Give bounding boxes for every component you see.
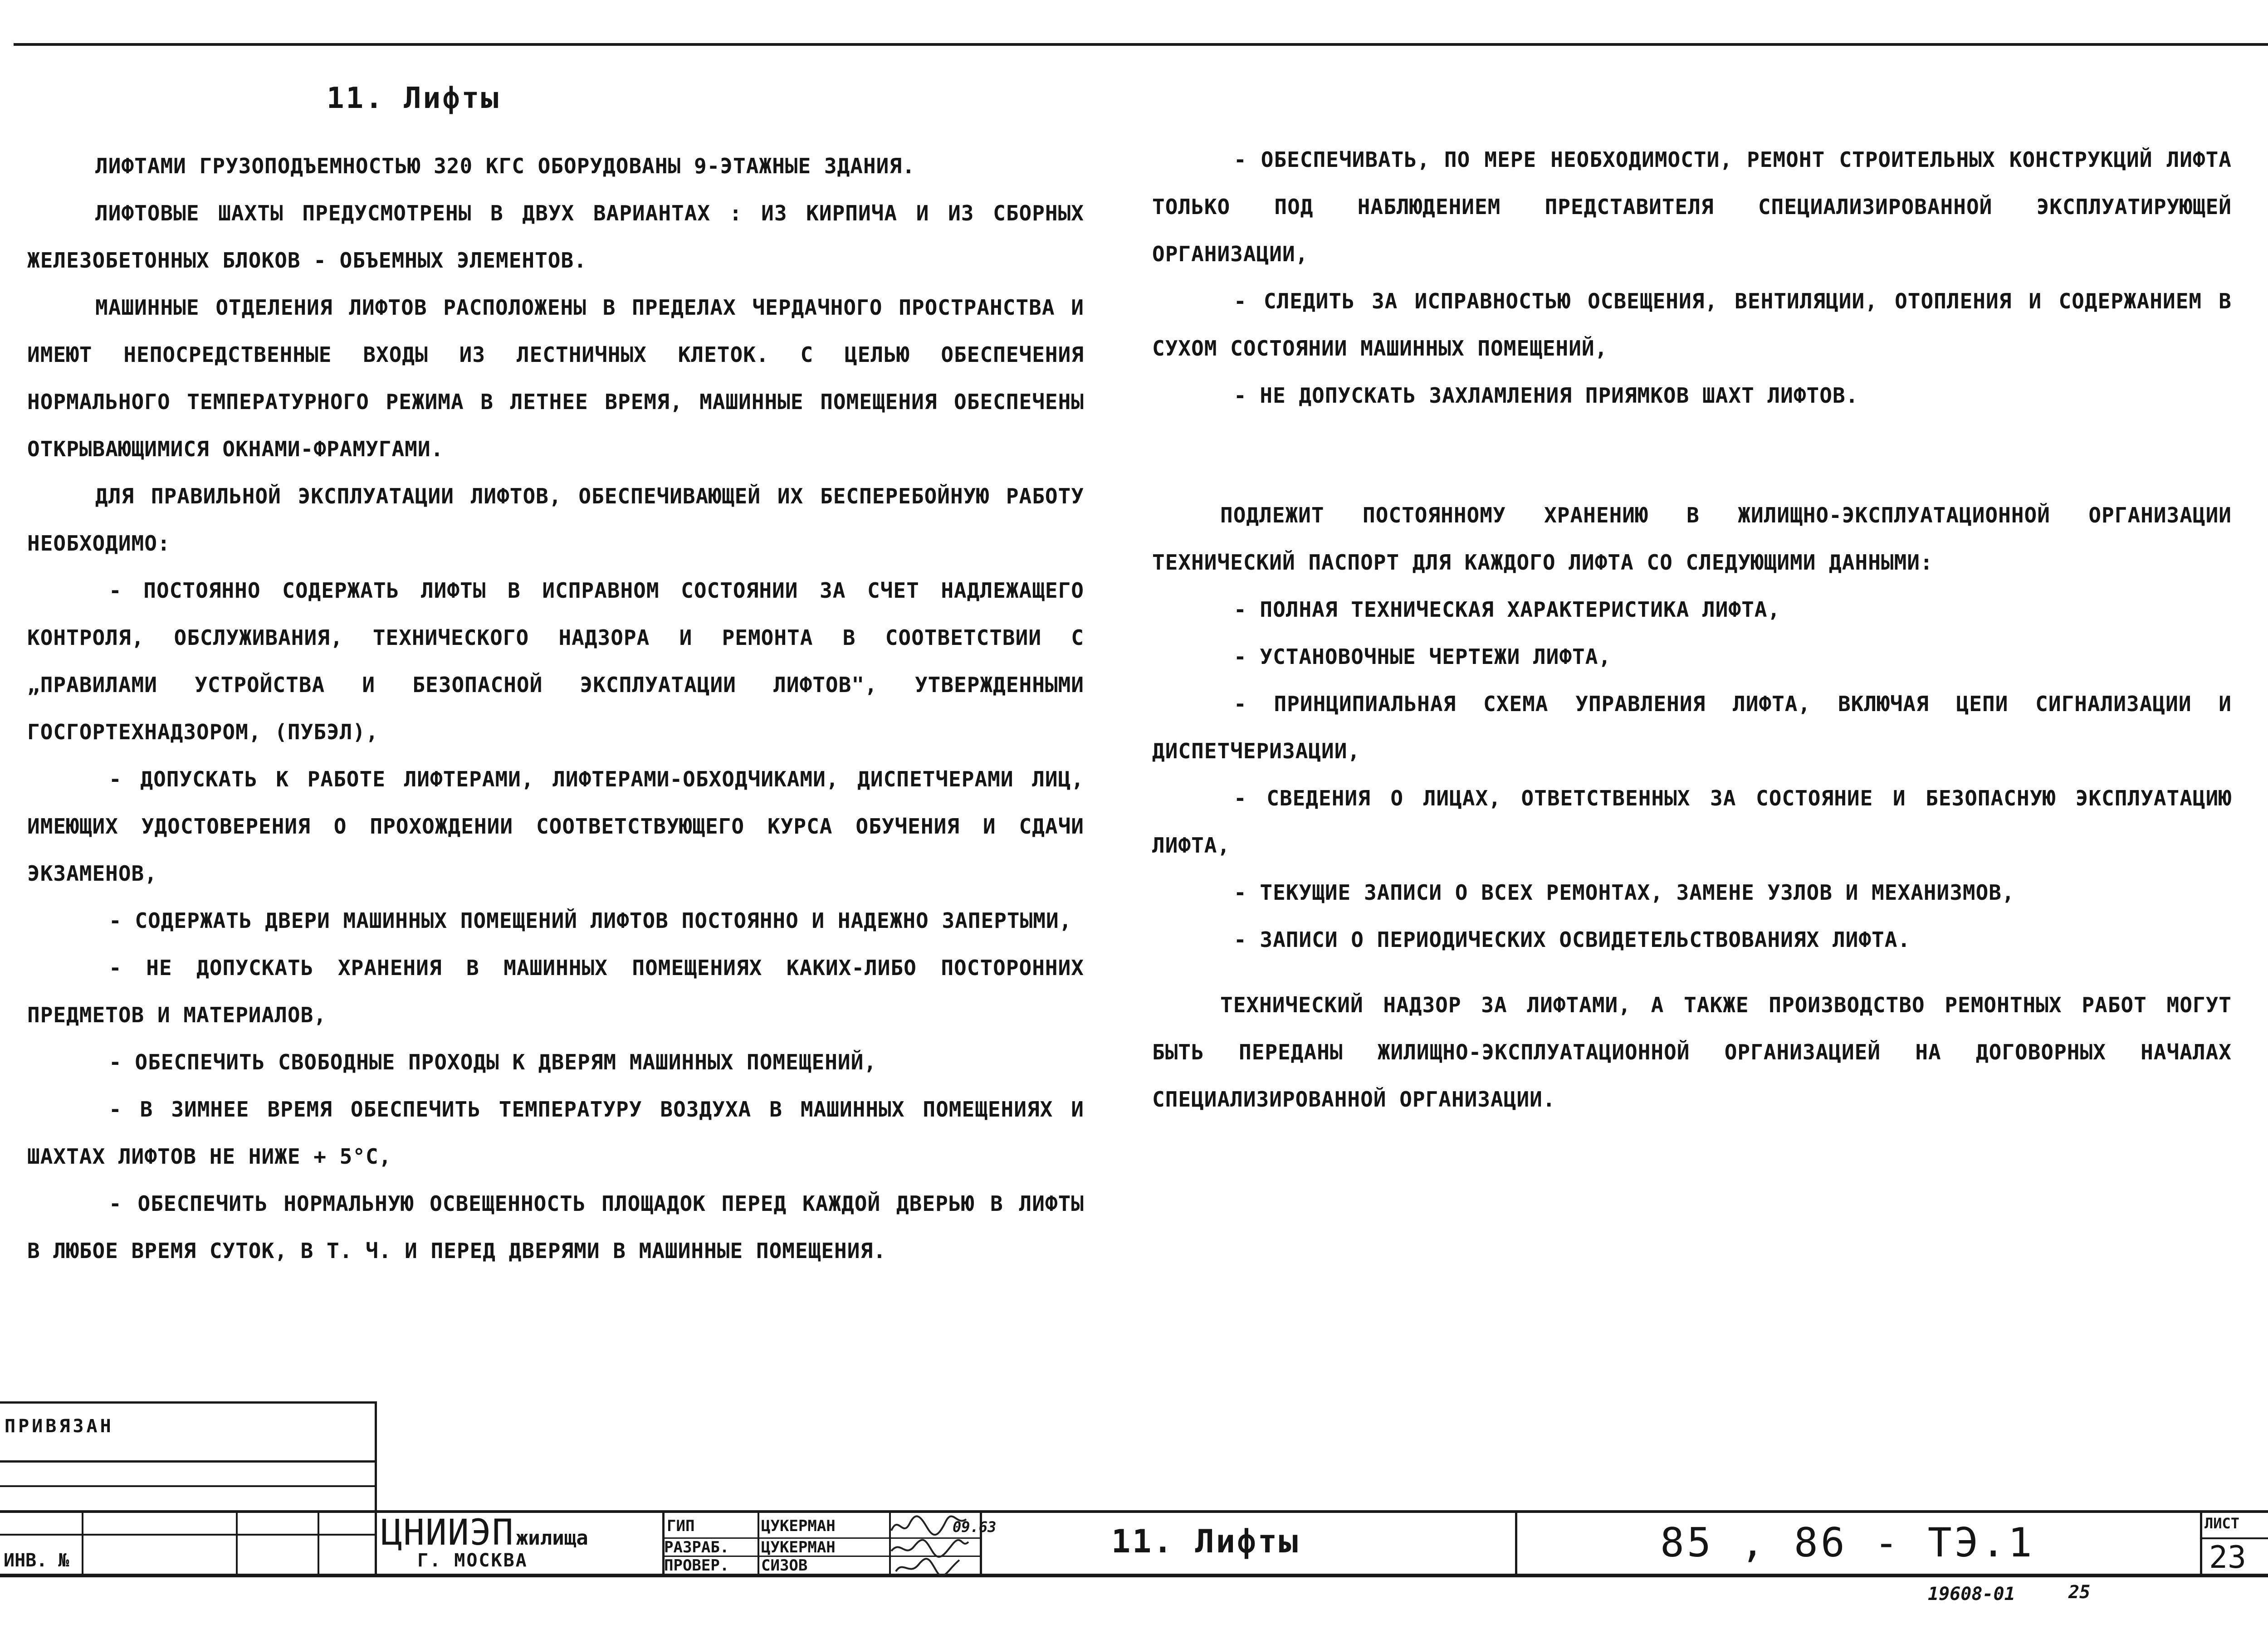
- right-column: [1152, 136, 2232, 1123]
- list-item: - ПРИНЦИПИАЛЬНАЯ СХЕМА УПРАВЛЕНИЯ ЛИФТА, ВКЛЮЧАЯ ЦЕПИ СИГНАЛИЗАЦИИ И ДИСПЕТЧЕРИЗАЦИИ,: [1152, 692, 2232, 763]
- name-gip: ЦУКЕРМАН: [761, 1517, 836, 1535]
- list-item: - СЛЕДИТЬ ЗА ИСПРАВНОСТЬЮ ОСВЕЩЕНИЯ, ВЕНТИЛЯЦИИ, ОТОПЛЕНИЯ И СОДЕРЖАНИЕМ В СУХОМ СОСТОЯНИИ МАШИННЫХ ПОМЕЩЕНИЙ,: [1152, 289, 2232, 361]
- list-item: - СВЕДЕНИЯ О ЛИЦАХ, ОТВЕТСТВЕННЫХ ЗА СОСТОЯНИЕ И БЕЗОПАСНУЮ ЭКСПЛУАТАЦИЮ ЛИФТА,: [1152, 786, 2232, 858]
- role-gip: ГИП: [667, 1517, 695, 1535]
- list-item: - НЕ ДОПУСКАТЬ ХРАНЕНИЯ В МАШИННЫХ ПОМЕЩЕНИЯХ КАКИХ-ЛИБО ПОСТОРОННИХ ПРЕДМЕТОВ И МАТЕРИАЛОВ,: [27, 956, 1084, 1027]
- list-item: - ТЕКУЩИЕ ЗАПИСИ О ВСЕХ РЕМОНТАХ, ЗАМЕНЕ УЗЛОВ И МЕХАНИЗМОВ,: [1234, 880, 2015, 905]
- spacer: [1152, 419, 2232, 473]
- list-item: - СОДЕРЖАТЬ ДВЕРИ МАШИННЫХ ПОМЕЩЕНИЙ ЛИФТОВ ПОСТОЯННО И НАДЕЖНО ЗАПЕРТЫМИ,: [109, 908, 1072, 933]
- list-item: - ОБЕСПЕЧИВАТЬ, ПО МЕРЕ НЕОБХОДИМОСТИ, РЕМОНТ СТРОИТЕЛЬНЫХ КОНСТРУКЦИЙ ЛИФТА ТОЛЬКО ПОД НАБЛЮДЕНИЕМ ПРЕДСТАВИТЕЛЯ СПЕЦИАЛИЗИРОВАННОЙ ЭКСПЛУАТИРУЮЩЕЙ ОРГАНИЗАЦИИ,: [1152, 147, 2232, 266]
- sheet-label: ЛИСТ: [2204, 1515, 2240, 1532]
- role-razrab: РАЗРАБ.: [664, 1538, 729, 1556]
- paragraph: МАШИННЫЕ ОТДЕЛЕНИЯ ЛИФТОВ РАСПОЛОЖЕНЫ В ПРЕДЕЛАХ ЧЕРДАЧНОГО ПРОСТРАНСТВА И ИМЕЮТ НЕПОСРЕДСТВЕННЫЕ ВХОДЫ ИЗ ЛЕСТНИЧНЫХ КЛЕТОК. С ЦЕЛЬЮ ОБЕСПЕЧЕНИЯ НОРМАЛЬНОГО ТЕМПЕРАТУРНОГО РЕЖИМА В ЛЕТНЕЕ ВРЕМЯ, МАШИННЫЕ ПОМЕЩЕНИЯ ОБЕСПЕЧЕНЫ ОТКРЫВАЮЩИМИСЯ ОКНАМИ-ФРАМУГАМИ.: [27, 295, 1084, 461]
- archive-number: 19608-01: [1928, 1584, 2015, 1605]
- list-item: - ОБЕСПЕЧИТЬ СВОБОДНЫЕ ПРОХОДЫ К ДВЕРЯМ МАШИННЫХ ПОМЕЩЕНИЙ,: [109, 1050, 877, 1074]
- org-name: [381, 1512, 588, 1553]
- sheet-title: 11. Лифты: [1111, 1523, 1300, 1560]
- privyazan-label: ПРИВЯЗАН: [5, 1416, 114, 1437]
- org-abbr: ЦНИИЭП: [381, 1512, 514, 1553]
- list-item: - ДОПУСКАТЬ К РАБОТЕ ЛИФТЕРАМИ, ЛИФТЕРАМИ-ОБХОДЧИКАМИ, ДИСПЕТЧЕРАМИ ЛИЦ, ИМЕЮЩИХ УДОСТОВЕРЕНИЯ О ПРОХОЖДЕНИИ СООТВЕТСТВУЮЩЕГО КУРСА ОБУЧЕНИЯ И СДАЧИ ЭКЗАМЕНОВ,: [27, 767, 1084, 886]
- name-prover: СИЗОВ: [761, 1556, 808, 1575]
- role-prover: ПРОВЕР.: [664, 1556, 729, 1575]
- name-razrab: ЦУКЕРМАН: [761, 1538, 836, 1556]
- list-item: - ОБЕСПЕЧИТЬ НОРМАЛЬНУЮ ОСВЕЩЕННОСТЬ ПЛОЩАДОК ПЕРЕД КАЖДОЙ ДВЕРЬЮ В ЛИФТЫ В ЛЮБОЕ ВРЕМЯ СУТОК, В Т. Ч. И ПЕРЕД ДВЕРЯМИ В МАШИННЫЕ ПОМЕЩЕНИЯ.: [27, 1191, 1084, 1263]
- paragraph: ЛИФТОВЫЕ ШАХТЫ ПРЕДУСМОТРЕНЫ В ДВУХ ВАРИАНТАХ : ИЗ КИРПИЧА И ИЗ СБОРНЫХ ЖЕЛЕЗОБЕТОННЫХ БЛОКОВ - ОБЪЕМНЫХ ЭЛЕМЕНТОВ.: [27, 201, 1084, 273]
- inv-number-label: ИНВ. №: [4, 1550, 69, 1571]
- document-code: 85 , 86 - ТЭ.1: [1660, 1519, 2035, 1566]
- page-number: 25: [2068, 1582, 2091, 1603]
- list-item: - НЕ ДОПУСКАТЬ ЗАХЛАМЛЕНИЯ ПРИЯМКОВ ШАХТ ЛИФТОВ.: [1234, 383, 1859, 408]
- org-suffix: жилища: [516, 1527, 588, 1550]
- list-item: - УСТАНОВОЧНЫЕ ЧЕРТЕЖИ ЛИФТА,: [1234, 644, 1612, 669]
- org-city: Г. МОСКВА: [417, 1550, 528, 1571]
- spacer: [1152, 473, 2232, 492]
- paragraph: ТЕХНИЧЕСКИЙ НАДЗОР ЗА ЛИФТАМИ, А ТАКЖЕ ПРОИЗВОДСТВО РЕМОНТНЫХ РАБОТ МОГУТ БЫТЬ ПЕРЕДАНЫ ЖИЛИЩНО-ЭКСПЛУАТАЦИОННОЙ ОРГАНИЗАЦИЕЙ НА ДОГОВОРНЫХ НАЧАЛАХ СПЕЦИАЛИЗИРОВАННОЙ ОРГАНИЗАЦИИ.: [1152, 993, 2232, 1112]
- top-border: [14, 43, 2268, 46]
- paragraph: ДЛЯ ПРАВИЛЬНОЙ ЭКСПЛУАТАЦИИ ЛИФТОВ, ОБЕСПЕЧИВАЮЩЕЙ ИХ БЕСПЕРЕБОЙНУЮ РАБОТУ НЕОБХОДИМО:: [27, 484, 1084, 556]
- date: 09.63: [953, 1518, 997, 1536]
- page-title: 11. Лифты: [327, 82, 500, 115]
- sheet-number: 23: [2209, 1540, 2246, 1575]
- list-item: - В ЗИМНЕЕ ВРЕМЯ ОБЕСПЕЧИТЬ ТЕМПЕРАТУРУ ВОЗДУХА В МАШИННЫХ ПОМЕЩЕНИЯХ И ШАХТАХ ЛИФТОВ НЕ НИЖЕ + 5°С,: [27, 1097, 1084, 1169]
- signature-3: [891, 1556, 968, 1578]
- list-item: - ЗАПИСИ О ПЕРИОДИЧЕСКИХ ОСВИДЕТЕЛЬСТВОВАНИЯХ ЛИФТА.: [1234, 927, 1911, 952]
- paragraph: ПОДЛЕЖИТ ПОСТОЯННОМУ ХРАНЕНИЮ В ЖИЛИЩНО-ЭКСПЛУАТАЦИОННОЙ ОРГАНИЗАЦИИ ТЕХНИЧЕСКИЙ ПАСПОРТ ДЛЯ КАЖДОГО ЛИФТА СО СЛЕДУЮЩИМИ ДАННЫМИ:: [1152, 503, 2232, 575]
- left-column: [27, 82, 1084, 1274]
- spacer: [1152, 963, 2232, 981]
- paragraph: ЛИФТАМИ ГРУЗОПОДЪЕМНОСТЬЮ 320 КГС ОБОРУДОВАНЫ 9-ЭТАЖНЫЕ ЗДАНИЯ.: [95, 154, 915, 178]
- title-block: [0, 1401, 2268, 1592]
- list-item: - ПОСТОЯННО СОДЕРЖАТЬ ЛИФТЫ В ИСПРАВНОМ СОСТОЯНИИ ЗА СЧЕТ НАДЛЕЖАЩЕГО КОНТРОЛЯ, ОБСЛУЖИВАНИЯ, ТЕХНИЧЕСКОГО НАДЗОРА И РЕМОНТА В СООТВЕТСТВИИ С „ПРАВИЛАМИ УСТРОЙСТВА И БЕЗОПАСНОЙ ЭКСПЛУАТАЦИИ ЛИФТОВ", УТВЕРЖДЕННЫМИ ГОСГОРТЕХНАДЗОРОМ, (ПУБЭЛ),: [27, 578, 1084, 744]
- list-item: - ПОЛНАЯ ТЕХНИЧЕСКАЯ ХАРАКТЕРИСТИКА ЛИФТА,: [1234, 597, 1781, 622]
